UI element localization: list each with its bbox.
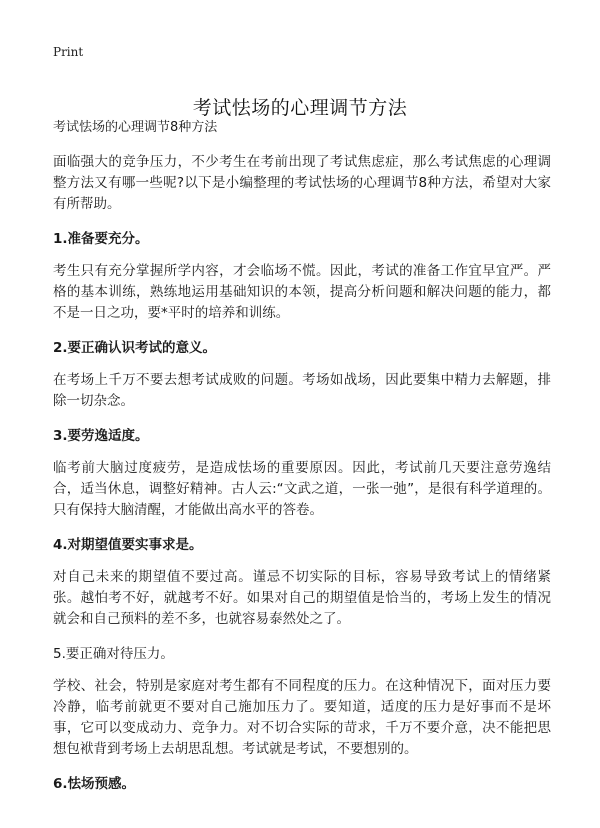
section-heading-5: 5.要正确对待压力。	[53, 646, 174, 662]
section-heading-3: 3.要劳逸适度。	[53, 428, 149, 444]
section-heading-6: 6.怯场预感。	[53, 776, 136, 792]
section-body-2: 在考场上千万不要去想考试成败的问题。考场如战场，因此要集中精力去解题，排除一切杂念。	[53, 372, 551, 409]
intro-paragraph: 面临强大的竞争压力，不少考生在考前出现了考试焦虑症，那么考试焦虑的心理调整方法又有哪一些呢?以下是小编整理的考试怯场的心理调节8种方法，希望对大家有所帮助。	[53, 154, 551, 212]
section-body-3: 临考前大脑过度疲劳，是造成怯场的重要原因。因此，考试前几天要注意劳逸结合，适当休息，调整好精神。古人云:“文武之道，一张一弛”，是很有科学道理的。只有保持大脑清醒，才能做出高水平的答卷。	[53, 460, 551, 518]
section-body-5: 学校、社会，特别是家庭对考生都有不同程度的压力。在这种情况下，面对压力要冷静，临考前就更不要对自己施加压力了。要知道，适度的压力是好事而不是坏事，它可以变成动力、竞争力。对不切合实际的苛求，千万不要介意，决不能把思想包袱背到考场上去胡思乱想。考试就是考试，不要想别的。	[53, 678, 551, 757]
article-subtitle: 考试怯场的心理调节8种方法	[53, 120, 218, 135]
section-body-1: 考生只有充分掌握所学内容，才会临场不慌。因此，考试的准备工作宜早宜严。严格的基本训练，熟练地运用基础知识的本领，提高分析问题和解决问题的能力，都不是一日之功，要*平时的培养和训练。	[53, 263, 551, 321]
section-heading-1: 1.准备要充分。	[53, 231, 149, 247]
print-link[interactable]: Print	[53, 45, 84, 59]
section-body-4: 对自己未来的期望值不要过高。谨忌不切实际的目标，容易导致考试上的情绪紧张。越怕考不好，就越考不好。如果对自己的期望值是恰当的，考场上发生的情况就会和自己预料的差不多，也就容易泰然处之了。	[53, 569, 551, 627]
article-body	[53, 118, 551, 806]
section-heading-2: 2.要正确认识考试的意义。	[53, 340, 217, 356]
section-heading-4: 4.对期望值要实事求是。	[53, 537, 203, 553]
page-title: 考试怯场的心理调节方法	[192, 96, 408, 119]
